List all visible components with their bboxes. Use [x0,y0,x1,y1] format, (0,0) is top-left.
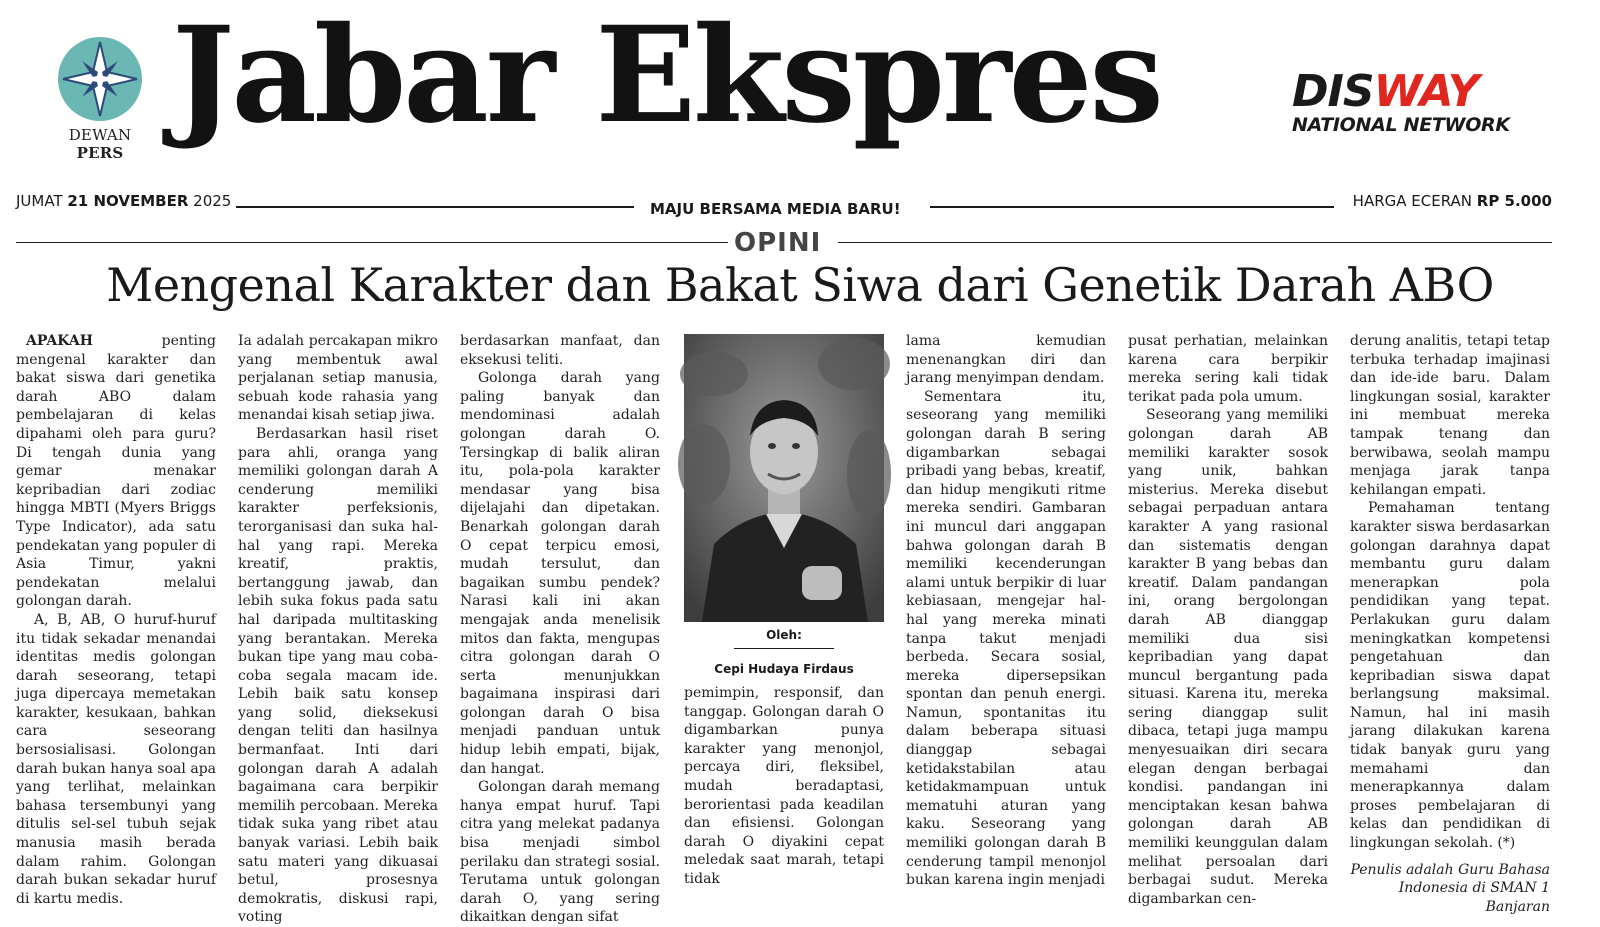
article-headline: Mengenal Karakter dan Bakat Siwa dari Genetik Darah ABO [106,258,1494,312]
issue-date: JUMAT 21 NOVEMBER 2025 [16,192,232,210]
masthead [0,0,1600,185]
paragraph: Sementara itu, seseorang yang memiliki golongan darah B sering digambarkan sebagai pribadi yang bebas, kreatif, dan hidup mengikuti ritme mereka sendiri. Gambaran ini muncul dari anggapan bahwa golongan darah B memiliki kecenderungan alami untuk berpikir di luar kebiasaan, mengejar hal-hal yang mereka minati tanpa takut menjadi berbeda. Secara sosial, mereka dipersepsikan spontan dan penuh energi. Namun, spontanitas itu dalam beberapa situasi dianggap sebagai ketidakstabilan atau ketidakmampuan untuk mematuhi aturan yang kaku. Seseorang yang memiliki golongan darah B cenderung tampil menonjol bukan karena ingin menjadi [906,388,1106,889]
article-column-6 [1128,332,1328,907]
paragraph: Ia adalah percakapan mikro yang membentuk awal perjalanan setiap manusia, sebuah kode rahasia yang menandai kisah setiap jiwa. [238,333,438,424]
section-rule-right [838,242,1552,243]
paragraph: A, B, AB, O huruf-huruf itu tidak sekadar menandai identitas medis golongan darah seseorang, tetapi juga dipercaya memetakan karakter, kesukaan, bahkan cara seseorang bersosialisasi. Golongan darah bukan hanya soal apa yang terlihat, melainkan bahasa tersembunyi yang ditulis sel-sel tubuh sejak manusia masih berada dalam rahim. Golongan darah bukan sekadar huruf di kartu medis. [16,611,216,907]
dewan-pers-label: DEWAN PERS [68,126,132,162]
author-photo [684,334,884,622]
newspaper-title: Jabar Ekspres [172,0,1161,153]
paragraph: APAKAH penting mengenal karakter dan bakat siswa dari genetika darah ABO dalam pembelajaran di kelas dipahami oleh para guru? Di tengah dunia yang gemar menakar kepribadian dari zodiac hingga MBTI (Myers Briggs Type Indicator), ada satu pendekatan yang populer di Asia Timur, yakni pendekatan melalui golongan darah. [16,333,216,610]
paragraph: Seseorang yang memiliki golongan darah AB memiliki karakter sosok yang unik, bahkan misterius. Mereka disebut sebagai perpaduan antara karakter A yang rasional dan sistematis dengan karakter B yang bebas dan kreatif. Dalam pandangan ini, orang bergolongan darah AB dianggap memiliki dua sisi kepribadian yang dapat muncul bergantung pada situasi. Karena itu, mereka sering dianggap sulit dibaca, tetapi juga mampu menyesuaikan diri secara elegan dengan berbagai kondisi. pandangan ini menciptakan kesan bahwa golongan darah AB memiliki keunggulan dalam melihat persoalan dari berbagai sudut. Mereka digambarkan cen- [1128,407,1328,907]
byline-divider [734,648,834,649]
paragraph: derung analitis, tetapi tetap terbuka terhadap imajinasi dan ide-ide baru. Dalam lingkungan sosial, karakter ini membuat mereka tampak tenang dan berwibawa, seolah mampu menjaga jarak tanpa kehilangan empati. [1350,333,1550,498]
dewan-pers-logo [48,36,152,162]
article-column-7 [1350,332,1550,915]
paragraph: Golonga darah yang paling banyak dan mendominasi adalah golongan darah O. Tersingkap di balik aliran itu, pola-pola karakter mendasar yang bisa dijelajahi dan dipetakan. Benarkah golongan darah O cepat terpicu emosi, mudah tersulut, dan bagaikan sumbu pendek? Narasi kali ini akan mengajak anda menelisik mitos dan fakta, mengupas citra golongan darah O serta menunjukkan bagaimana inspirasi dari golongan darah O bisa menjadi panduan untuk hidup lebih empati, bijak, dan hangat. [460,370,660,777]
author-note: Penulis adalah Guru Bahasa Indonesia di SMAN 1 Banjaran [1350,861,1550,915]
dateline-rule-left [236,206,634,208]
section-rule-left [16,242,728,243]
slogan: MAJU BERSAMA MEDIA BARU! [650,200,901,218]
paragraph: pemimpin, responsif, dan tanggap. Golongan darah O digambarkan punya karakter yang menonjol, percaya diri, fleksibel, mudah beradaptasi, berorientasi pada keadilan dan efisiensi. Golongan darah O diyakini cepat meledak saat marah, tetapi tidak [684,685,884,887]
article-column-3 [460,332,660,926]
paragraph: lama kemudian menenangkan diri dan jarang menyimpan dendam. [906,333,1106,387]
article-column-2 [238,332,438,926]
dateline-rule-right [930,206,1334,208]
author-name: Cepi Hudaya Firdaus [714,662,854,676]
paragraph: Pemahaman tentang karakter siswa berdasarkan golongan darahnya dapat membantu guru dalam menerapkan pola pendidikan yang tepat. Perlakukan guru dalam meningkatkan kompetensi pengetahuan dan kepribadian siswa dapat berlangsung maksimal. Namun, hal ini masih jarang dilakukan karena tidak banyak guru yang memahami dan menerapkannya dalam proses pembelajaran di kelas dan pendidikan di lingkungan sekolah. (*) [1350,500,1550,852]
paragraph: pusat perhatian, melainkan karena cara berpikir mereka sering kali tidak terikat pada pola umum. [1128,333,1328,405]
disway-network-label: NATIONAL NETWORK [1292,114,1510,136]
disway-wordmark: DISWAY [1292,66,1479,117]
author-portrait-icon [684,334,884,622]
dewan-pers-emblem-icon [57,36,143,122]
article-column-5 [906,332,1106,889]
paragraph: Golongan darah memang hanya empat huruf. Tapi citra yang melekat padanya bisa menjadi simbol perilaku dan strategi sosial. Terutama untuk golongan darah O, yang sering dikaitkan dengan sifat [460,779,660,926]
retail-price: HARGA ECERAN RP 5.000 [1352,192,1552,210]
dateline-bar [16,192,1552,218]
section-label: OPINI [734,228,822,258]
byline-label: Oleh: [766,628,802,642]
disway-logo [1292,66,1510,136]
paragraph: berdasarkan manfaat, dan eksekusi teliti. [460,333,660,368]
paragraph: Berdasarkan hasil riset para ahli, oranga yang memiliki golongan darah A cenderung memiliki karakter perfeksionis, terorganisasi dan suka hal-hal yang rapi. Mereka kreatif, praktis, bertanggung jawab, dan lebih suka fokus pada satu hal daripada multitasking yang berantakan. Mereka bukan tipe yang mau coba-coba segala macam ide. Lebih baik satu konsep yang solid, dieksekusi dengan teliti dan hasilnya bermanfaat. Inti dari golongan darah A adalah bagaimana cara berpikir memilih percobaan. Mereka tidak suka yang ribet atau banyak variasi. Lebih baik satu materi yang dikuasai betul, prosesnya demokratis, diskusi rapi, voting [238,425,438,926]
article-column-4 [684,684,884,887]
article-column-1 [16,332,216,907]
